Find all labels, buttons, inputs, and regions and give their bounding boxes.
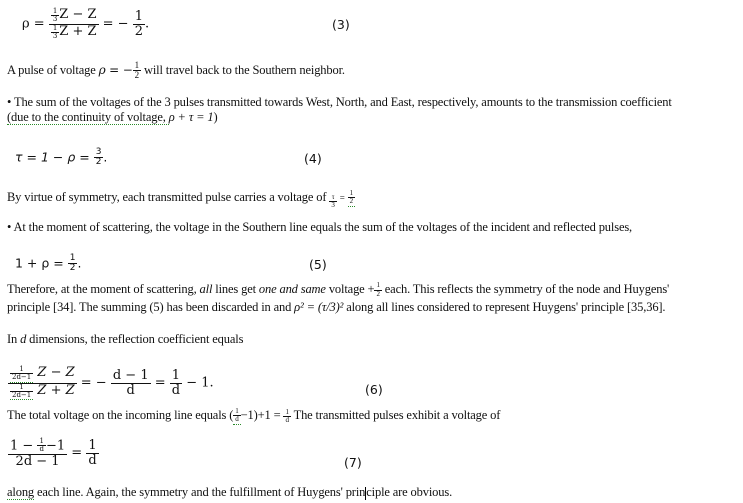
- eq7-rn: 1: [86, 439, 98, 454]
- eq5-tail: .: [77, 255, 82, 271]
- p1-fn: 1: [134, 60, 139, 70]
- equation-6: [8, 366, 214, 400]
- p3-an: τ: [329, 194, 336, 202]
- eq7-den: 2d − 1: [15, 453, 60, 469]
- eq4-fraction: [94, 148, 104, 168]
- p1-rho: ρ = −: [98, 62, 133, 77]
- p5-l1f: each. This reflects the symmetry of the node and Huygens': [381, 282, 670, 296]
- equation-7: [8, 438, 99, 468]
- p8-a: along: [7, 485, 35, 499]
- p3-ad: 3: [331, 201, 335, 210]
- eq3-lhs: ρ =: [22, 16, 45, 32]
- p5-l1c: lines get: [212, 282, 259, 296]
- eq4-label: (4): [304, 151, 322, 166]
- paragraph-7: [7, 408, 500, 425]
- eq6-a-n: 1: [10, 366, 33, 374]
- p7-fn: 1: [235, 407, 239, 415]
- p1-pre: A pulse of voltage: [7, 62, 99, 77]
- eq3-rhs-num: 1: [134, 9, 143, 25]
- eq6-label: (6): [365, 382, 383, 397]
- eq6-den: Z + Z: [37, 382, 75, 398]
- eq3-tail: .: [145, 16, 150, 32]
- p7-gn: 1: [285, 407, 289, 416]
- eq5-fd: 2: [69, 263, 76, 274]
- p1-fd: 2: [134, 70, 139, 81]
- p5-l1vd: 2: [376, 289, 380, 298]
- eq4-lhs: τ = 1 − ρ =: [15, 149, 90, 165]
- eq3-rhs-den: 2: [134, 23, 143, 39]
- eq6-mid-fraction: [111, 369, 151, 397]
- p8-b: each line. Again, the symmetry and the fulfillment of Huygens' prin: [34, 485, 366, 499]
- eq5-lhs: 1 + ρ =: [15, 255, 64, 271]
- eq3-fraction: [49, 8, 99, 40]
- p3-bn: 1: [349, 189, 353, 197]
- eq7-inner-tail: −1: [45, 438, 66, 454]
- eq6-od: d: [171, 382, 181, 398]
- p5-line1: [7, 282, 669, 298]
- eq6-on: 1: [170, 369, 182, 384]
- p1-post: will travel back to the Southern neighbor.: [140, 62, 345, 77]
- p3-bd: 2: [349, 197, 353, 206]
- equation-5: [15, 254, 81, 274]
- paragraph-3: [7, 190, 355, 210]
- eq6-fraction: [8, 366, 77, 400]
- eq3-coef-den: 3: [52, 15, 58, 24]
- eq7-inner-d: d: [39, 445, 44, 454]
- eq6-a-d-2: 2d−1: [12, 391, 32, 400]
- eq6-a-n-2: 1: [10, 384, 33, 392]
- p5-l2a: principle [34]. The summing (5) has been discarded in and: [7, 300, 295, 314]
- eq4-tail: .: [103, 149, 108, 165]
- p2-line2-close: ): [213, 110, 218, 124]
- p5-l1a: Therefore, at the moment of scattering,: [7, 282, 200, 296]
- eq3-coef-num: 1: [52, 7, 58, 15]
- p6-pre: In: [7, 332, 21, 346]
- p2-line2-math: ρ + τ = 1: [168, 110, 214, 124]
- paragraph-1: [7, 61, 345, 81]
- eq3-rhs-fraction: [133, 10, 145, 38]
- p7-fraction-b: [283, 409, 290, 425]
- eq6-one-fraction: [170, 369, 182, 397]
- paragraph-4: • At the moment of scattering, the voltage in the Southern line equals the sum of the voltages of the incident and reflected pulses,: [7, 220, 633, 234]
- p7-fd: d: [235, 415, 239, 424]
- p5-l2b: ρ² = (τ/3)²: [294, 300, 344, 314]
- eq3-label: (3): [332, 17, 350, 32]
- eq5-fn: 1: [69, 253, 76, 263]
- eq6-a-d: 2d−1: [12, 373, 32, 382]
- eq6-mn: d − 1: [112, 368, 149, 384]
- eq6-eq: =: [154, 375, 166, 391]
- p5-l1v: +: [367, 282, 375, 296]
- eq7-label: (7): [344, 455, 362, 470]
- p5-l1b: all: [199, 282, 213, 296]
- p6-post: dimensions, the reflection coefficient equals: [26, 332, 244, 346]
- p5-fraction: [374, 282, 381, 298]
- eq6-num: Z − Z: [37, 365, 75, 380]
- eq3-numerator: Z − Z: [59, 7, 97, 22]
- p7-fraction-a: [233, 408, 240, 425]
- paragraph-8: [7, 485, 452, 500]
- eq3-denominator: Z + Z: [59, 23, 97, 39]
- eq5-label: (5): [309, 257, 327, 272]
- p7-gd: d: [285, 415, 289, 424]
- eq7-rd: d: [88, 452, 97, 468]
- eq7-eq: =: [71, 445, 83, 461]
- p7-pre: The total voltage on the incoming line equals (: [7, 408, 234, 423]
- eq7-inner-n: 1: [37, 438, 45, 446]
- equation-4: [15, 148, 107, 168]
- p8-c: ciple are obvious.: [366, 485, 453, 499]
- eq6-tail: − 1.: [186, 375, 214, 391]
- p5-l1d: one and same: [258, 282, 326, 296]
- p1-fraction: [133, 61, 141, 81]
- p5-line2: [7, 300, 665, 315]
- eq3-coef-num-2: 1: [52, 23, 58, 32]
- eq4-fn: 3: [95, 147, 102, 157]
- eq7-rhs-fraction: [86, 439, 98, 467]
- p6-d: d: [20, 332, 27, 346]
- p3-eq: =: [339, 193, 345, 204]
- p2-line2-pre: (due to the continuity of voltage,: [7, 110, 169, 124]
- paragraph-6: [7, 332, 243, 347]
- eq7-one: 1: [10, 438, 19, 454]
- eq6-md: d: [126, 382, 135, 398]
- p7-post: The transmitted pulses exhibit a voltage of: [290, 408, 501, 423]
- p3-fraction-a: [329, 194, 336, 210]
- p7-mid: −1)+1 =: [240, 408, 284, 423]
- equation-3: [22, 8, 149, 40]
- eq4-fd: 2: [95, 157, 102, 168]
- eq3-coef-den-2: 3: [52, 32, 58, 41]
- eq7-fraction: [8, 438, 67, 468]
- p5-l2c: along all lines considered to represent Huygens' principle [35,36].: [343, 300, 666, 314]
- p2-line1: • The sum of the voltages of the 3 pulses transmitted towards West, North, and East, respectively, amounts to the transmission coefficient: [7, 95, 672, 109]
- p5-l1vn: 1: [376, 281, 380, 290]
- eq6-mid: = −: [80, 375, 107, 391]
- p2-line2: [7, 110, 218, 125]
- p3-fraction-b: [348, 190, 355, 207]
- p3-pre: By virtue of symmetry, each transmitted pulse carries a voltage of: [7, 190, 330, 205]
- p5-l1e: voltage: [325, 282, 368, 296]
- eq7-minus: −: [22, 438, 34, 454]
- eq3-rhs: = −: [102, 16, 129, 32]
